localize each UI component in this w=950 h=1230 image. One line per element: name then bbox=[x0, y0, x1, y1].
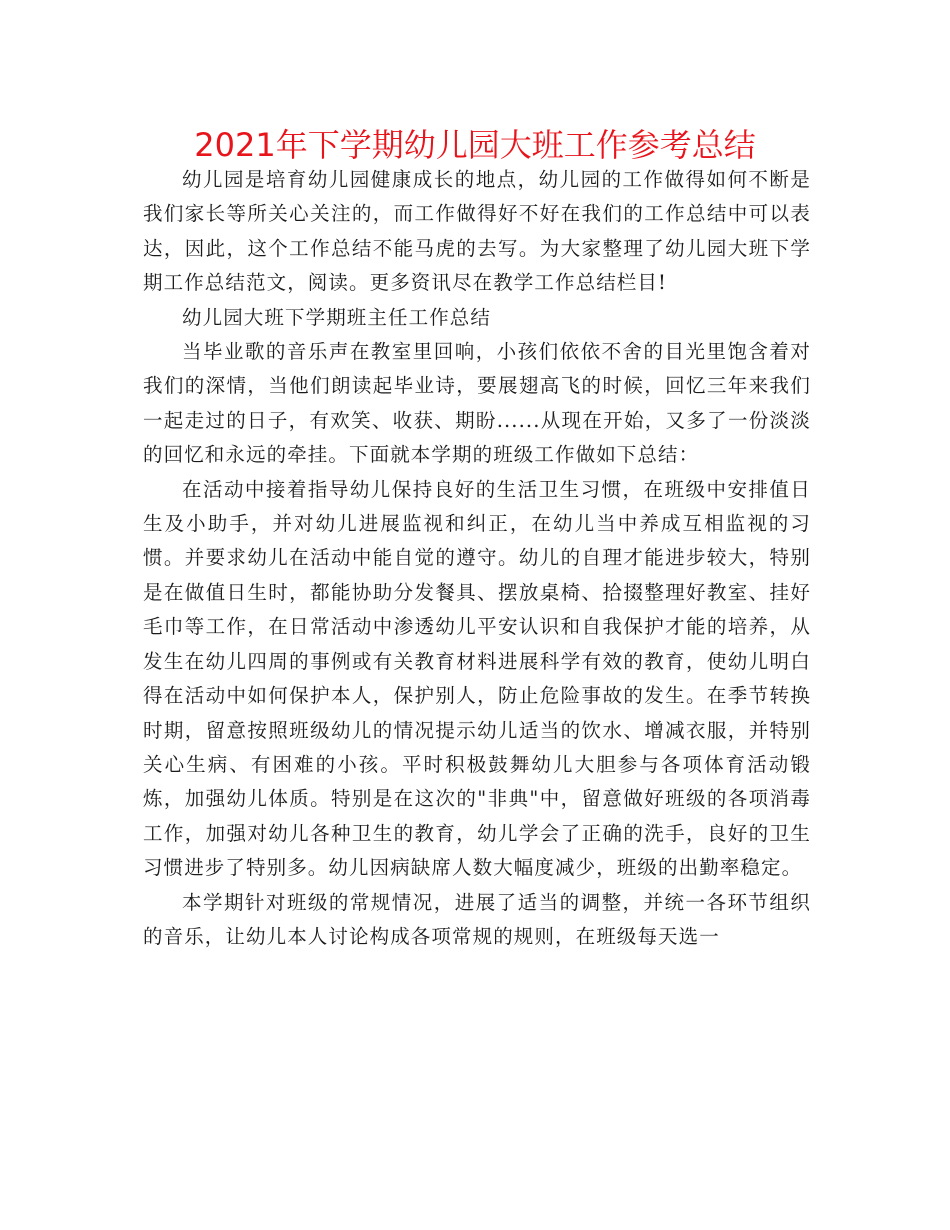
paragraph-hygiene-habits: 在活动中接着指导幼儿保持良好的生活卫生习惯，在班级中安排值日生及小助手，并对幼儿进展监视和纠正，在幼儿当中养成互相监视的习惯。并要求幼儿在活动中能自觉的遵守。幼儿的自理才能进步较大，特别是在做值日生时，都能协助分发餐具、摆放桌椅、拾掇整理好教室、挂好毛巾等工作，在日常活动中渗透幼儿平安认识和自我保护才能的培养，从发生在幼儿四周的事例或有关教育材料进展科学有效的教育，使幼儿明白得在活动中如何保护本人，保护别人，防止危险事故的发生。在季节转换时期，留意按照班级幼儿的情况提示幼儿适当的饮水、增减衣服，并特别关心生病、有困难的小孩。平时积极鼓舞幼儿大胆参与各项体育活动锻炼，加强幼儿体质。特别是在这次的"非典"中，留意做好班级的各项消毒工作，加强对幼儿各种卫生的教育，幼儿学会了正确的洗手，良好的卫生习惯进步了特别多。幼儿因病缺席人数大幅度减少，班级的出勤率稳定。 bbox=[143, 477, 811, 880]
document-body bbox=[143, 163, 811, 954]
document-title: 2021年下学期幼儿园大班工作参考总结 bbox=[194, 126, 756, 164]
paragraph-intro: 幼儿园是培育幼儿园健康成长的地点，幼儿园的工作做得如何不断是我们家长等所关心关注的，而工作做得好不好在我们的工作总结中可以表达，因此，这个工作总结不能马虎的去写。为大家整理了幼儿园大班下学期工作总结范文，阅读。更多资讯尽在教学工作总结栏目! bbox=[143, 168, 811, 295]
paragraph-graduation: 当毕业歌的音乐声在教室里回响，小孩们依依不舍的目光里饱含着对我们的深情，当他们朗读起毕业诗，要展翅高飞的时候，回忆三年来我们一起走过的日子，有欢笑、收获、期盼......从现在开始，又多了一份淡淡的回忆和永远的牵挂。下面就本学期的班级工作做如下总结： bbox=[143, 340, 811, 467]
section-heading: 幼儿园大班下学期班主任工作总结 bbox=[182, 305, 492, 329]
paragraph-class-routine: 本学期针对班级的常规情况，进展了适当的调整，并统一各环节组织的音乐，让幼儿本人讨论构成各项常规的规则，在班级每天选一 bbox=[143, 890, 811, 948]
